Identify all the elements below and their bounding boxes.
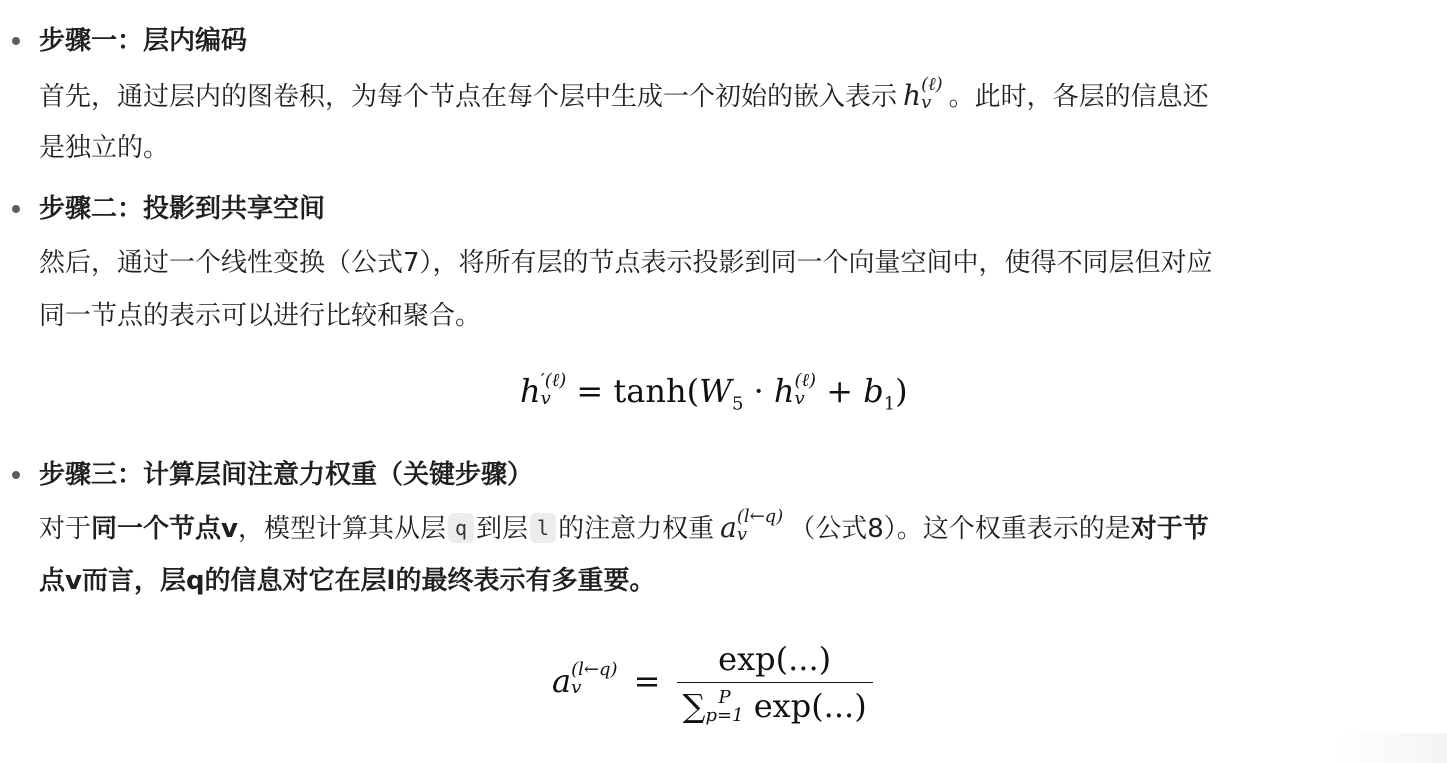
- attention-fraction: [677, 640, 873, 727]
- inline-math-h: h (ℓ) v: [903, 73, 943, 113]
- step-1-body-text-b: 。此时，各层的信息还: [948, 82, 1209, 112]
- step-1-body-text-a: 首先，通过层内的图卷积，为每个节点在每个层中生成一个初始的嵌入表示: [39, 82, 898, 112]
- fraction-numerator: exp(...): [677, 640, 873, 683]
- bullet-icon: [12, 37, 20, 45]
- step-2-body-line-1: 然后，通过一个线性变换（公式7），将所有层的节点表示投影到同一个向量空间中，使得不同层但对应: [39, 248, 1213, 278]
- text-segment: ，模型计算其从层: [237, 514, 446, 544]
- text-segment: 的注意力权重: [558, 514, 715, 544]
- step-1-heading: 步骤一：层内编码: [39, 26, 248, 56]
- bullet-icon: [12, 471, 20, 479]
- fraction-denominator: ∑ P p=1 exp(...): [682, 686, 867, 726]
- bold-segment: 对于节: [1130, 514, 1209, 544]
- scroll-fade: [1337, 733, 1447, 763]
- step-3-heading: 步骤三：计算层间注意力权重（关键步骤）: [39, 460, 534, 490]
- text-segment: 对于: [39, 514, 92, 544]
- step-1-body-line-2: 是独立的。: [39, 133, 170, 163]
- formula-attention: a (l←q) v = exp(...) ∑ P p=1 exp(...): [552, 640, 873, 727]
- code-l: l: [530, 513, 556, 543]
- inline-math-a: a (l←q) v: [720, 505, 784, 545]
- bullet-icon: [12, 205, 20, 213]
- text-segment: 到层: [476, 514, 529, 544]
- formula-projection: h ′(ℓ) v = $\tanh(W_5 \cdot h$ (ℓ) v + $b_1$): [520, 369, 908, 415]
- text-segment: （公式8）。这个权重表示的是: [789, 514, 1131, 544]
- code-q: q: [448, 513, 474, 543]
- step-2-heading: 步骤二：投影到共享空间: [39, 194, 326, 224]
- step-3-body-line-2: 点v而言，层q的信息对它在层l的最终表示有多重要。: [39, 566, 656, 596]
- step-1-body-line-1: [39, 73, 1209, 117]
- step-3-body-line-1: [39, 505, 1209, 549]
- bold-segment: 同一个节点v: [91, 514, 238, 544]
- step-2-body-line-2: 同一节点的表示可以进行比较和聚合。: [39, 301, 482, 331]
